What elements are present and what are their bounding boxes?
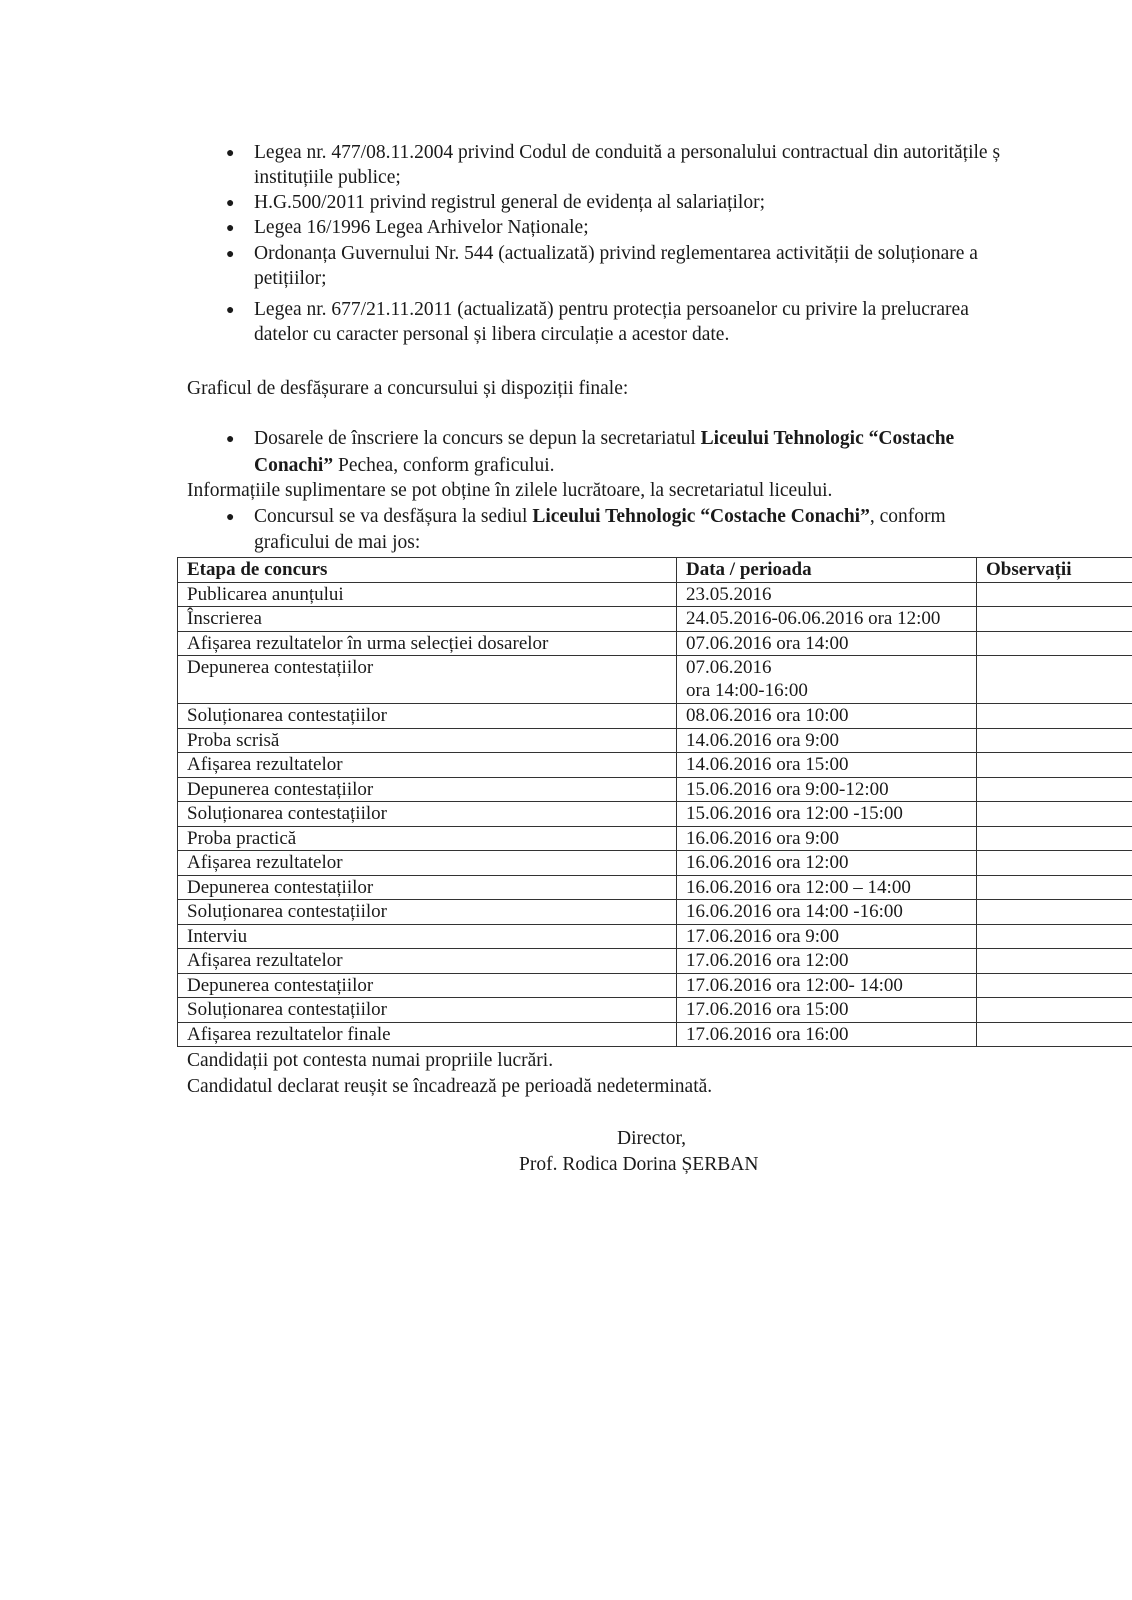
cell-observatii — [977, 900, 1132, 925]
cell-data: 14.06.2016 ora 9:00 — [677, 728, 977, 753]
law-item: datelor cu caracter personal și libera circulație a acestor date. — [254, 324, 730, 345]
cell-etapa: Proba scrisă — [178, 728, 677, 753]
bullet-dosare — [254, 426, 954, 451]
cell-etapa: Afișarea rezultatelor finale — [178, 1022, 677, 1047]
cell-etapa: Soluționarea contestațiilor — [178, 900, 677, 925]
cell-data — [677, 656, 977, 704]
cell-data: 16.06.2016 ora 14:00 -16:00 — [677, 900, 977, 925]
cell-etapa: Depunerea contestațiilor — [178, 875, 677, 900]
cell-observatii — [977, 875, 1132, 900]
cell-data: 07.06.2016 ora 14:00 — [677, 631, 977, 656]
cell-observatii — [977, 802, 1132, 827]
table-row — [178, 875, 1132, 900]
cell-observatii — [977, 777, 1132, 802]
law-item: Legea nr. 477/08.11.2004 privind Codul de conduită a personalului contractual din autoritățile ș — [254, 142, 1001, 163]
table-row — [178, 777, 1132, 802]
cell-data: 17.06.2016 ora 16:00 — [677, 1022, 977, 1047]
bullet-dosare-cont — [254, 453, 555, 478]
cell-etapa: Publicarea anunțului — [178, 582, 677, 607]
cell-observatii — [977, 656, 1132, 704]
cell-etapa: Soluționarea contestațiilor — [178, 704, 677, 729]
table-row — [178, 998, 1132, 1023]
cell-etapa: Interviu — [178, 924, 677, 949]
cell-data: 16.06.2016 ora 12:00 – 14:00 — [677, 875, 977, 900]
cell-data: 24.05.2016-06.06.2016 ora 12:00 — [677, 607, 977, 632]
text: Pechea, conform graficului. — [333, 455, 555, 476]
cell-observatii — [977, 753, 1132, 778]
signature-name: Prof. Rodica Dorina ȘERBAN — [519, 1154, 759, 1175]
table-row — [178, 656, 1132, 704]
bullet-icon: ● — [226, 510, 235, 525]
text: Concursul se va desfășura la sediul — [254, 506, 533, 527]
cell-observatii — [977, 1022, 1132, 1047]
schedule-table — [177, 557, 1132, 1047]
schedule-heading: Graficul de desfășurare a concursului și dispoziții finale: — [187, 378, 629, 399]
bullet-sediu-cont: graficului de mai jos: — [254, 532, 421, 553]
table-row — [178, 582, 1132, 607]
cell-observatii — [977, 704, 1132, 729]
signature-title: Director, — [617, 1128, 687, 1149]
table-row — [178, 728, 1132, 753]
law-item: H.G.500/2011 privind registrul general de evidența al salariaților; — [254, 192, 765, 213]
cell-observatii — [977, 851, 1132, 876]
school-name-cont: Conachi” — [254, 455, 334, 476]
cell-data: 16.06.2016 ora 12:00 — [677, 851, 977, 876]
cell-etapa: Afișarea rezultatelor — [178, 753, 677, 778]
table-row — [178, 704, 1132, 729]
cell-data-line: 07.06.2016 — [686, 657, 772, 678]
cell-data: 15.06.2016 ora 9:00-12:00 — [677, 777, 977, 802]
cell-data: 23.05.2016 — [677, 582, 977, 607]
cell-data: 17.06.2016 ora 9:00 — [677, 924, 977, 949]
cell-observatii — [977, 973, 1132, 998]
bullet-icon: ● — [226, 221, 235, 236]
header-data: Data / perioada — [677, 558, 977, 583]
text: , conform — [869, 506, 946, 527]
cell-observatii — [977, 949, 1132, 974]
law-item: Ordonanța Guvernului Nr. 544 (actualizată) privind reglementarea activității de soluționare a — [254, 243, 978, 264]
table-row — [178, 851, 1132, 876]
law-item: petițiilor; — [254, 268, 327, 289]
header-etapa: Etapa de concurs — [178, 558, 677, 583]
cell-data: 08.06.2016 ora 10:00 — [677, 704, 977, 729]
cell-observatii — [977, 582, 1132, 607]
cell-data: 14.06.2016 ora 15:00 — [677, 753, 977, 778]
cell-observatii — [977, 826, 1132, 851]
bullet-icon: ● — [226, 247, 235, 262]
law-item: Legea 16/1996 Legea Arhivelor Naționale; — [254, 217, 589, 238]
cell-observatii — [977, 998, 1132, 1023]
table-row — [178, 826, 1132, 851]
table-row — [178, 949, 1132, 974]
law-item: Legea nr. 677/21.11.2011 (actualizată) pentru protecția persoanelor cu privire la prelucrarea — [254, 299, 969, 320]
cell-etapa: Afișarea rezultatelor — [178, 949, 677, 974]
final-note-2: Candidatul declarat reușit se încadrează pe perioadă nedeterminată. — [187, 1076, 713, 1097]
cell-data: 17.06.2016 ora 15:00 — [677, 998, 977, 1023]
cell-etapa: Înscrierea — [178, 607, 677, 632]
cell-data: 17.06.2016 ora 12:00- 14:00 — [677, 973, 977, 998]
bullet-icon: ● — [226, 146, 235, 161]
school-name: Liceului Tehnologic “Costache — [700, 428, 955, 449]
table-row — [178, 973, 1132, 998]
cell-etapa: Soluționarea contestațiilor — [178, 802, 677, 827]
cell-data: 17.06.2016 ora 12:00 — [677, 949, 977, 974]
table-header — [178, 558, 1132, 583]
header-observatii: Observații — [977, 558, 1132, 583]
table-row — [178, 607, 1132, 632]
bullet-sediu — [254, 504, 946, 529]
text: Dosarele de înscriere la concurs se depun la secretariatul — [254, 428, 701, 449]
cell-etapa: Depunerea contestațiilor — [178, 777, 677, 802]
table-row — [178, 900, 1132, 925]
final-note-1: Candidații pot contesta numai propriile lucrări. — [187, 1050, 554, 1071]
cell-etapa: Depunerea contestațiilor — [178, 973, 677, 998]
cell-observatii — [977, 607, 1132, 632]
bullet-icon: ● — [226, 303, 235, 318]
table-row — [178, 1022, 1132, 1047]
table-row — [178, 924, 1132, 949]
cell-data-line: ora 14:00-16:00 — [686, 680, 808, 701]
law-item: instituțiile publice; — [254, 167, 401, 188]
table-row — [178, 631, 1132, 656]
table-row — [178, 802, 1132, 827]
cell-etapa: Depunerea contestațiilor — [178, 656, 677, 704]
school-name: Liceului Tehnologic “Costache Conachi” — [532, 506, 870, 527]
table-row — [178, 753, 1132, 778]
cell-data: 16.06.2016 ora 9:00 — [677, 826, 977, 851]
cell-data: 15.06.2016 ora 12:00 -15:00 — [677, 802, 977, 827]
bullet-icon: ● — [226, 432, 235, 447]
bullet-icon: ● — [226, 196, 235, 211]
cell-observatii — [977, 631, 1132, 656]
cell-observatii — [977, 924, 1132, 949]
cell-etapa: Afișarea rezultatelor — [178, 851, 677, 876]
cell-etapa: Proba practică — [178, 826, 677, 851]
info-text: Informațiile suplimentare se pot obține în zilele lucrătoare, la secretariatul liceului. — [187, 480, 833, 501]
cell-etapa: Soluționarea contestațiilor — [178, 998, 677, 1023]
cell-observatii — [977, 728, 1132, 753]
cell-etapa: Afișarea rezultatelor în urma selecției dosarelor — [178, 631, 677, 656]
